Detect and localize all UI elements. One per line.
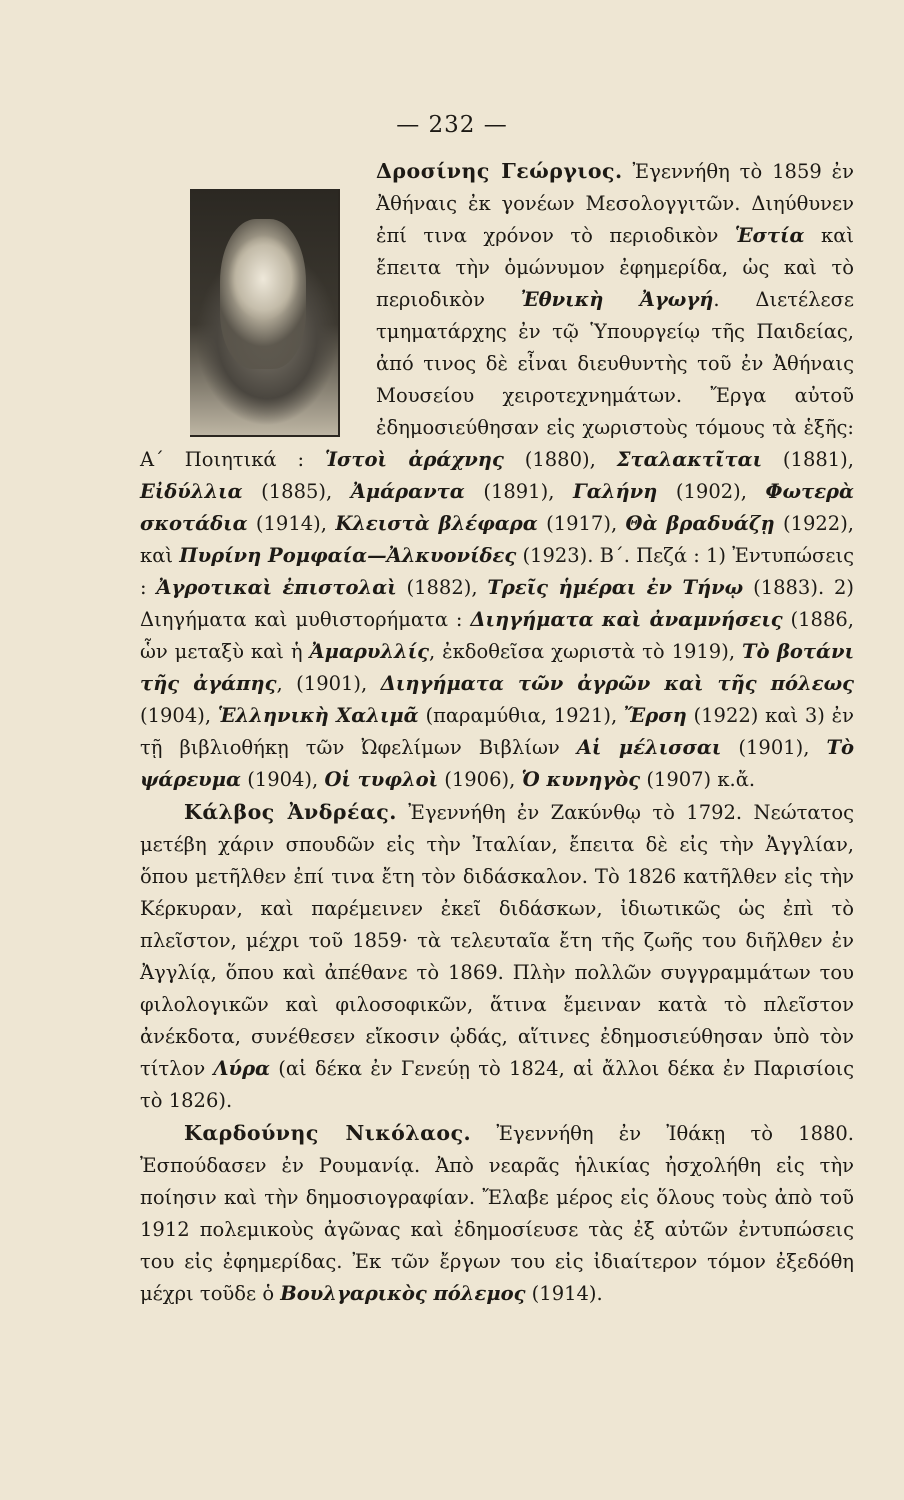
page-number: — 232 — — [396, 112, 508, 138]
entry-text: , (1901), — [276, 672, 381, 695]
work-title: Ἑλληνικὴ Χαλιμᾶ — [217, 704, 419, 727]
work-title: Ἑστία — [734, 224, 805, 247]
work-title: Τὸ βοτάνι τῆς ἀγάπης — [140, 640, 855, 695]
entry-text: (1881), — [762, 448, 854, 471]
work-title: Ἀγροτικαὶ ἐπιστολαὶ — [156, 576, 397, 599]
entry-text: . Διετέλεσε τμηματάρχης ἐν τῷ Ὑπουργείῳ τῆς Παιδείας, ἀπό τινος δὲ εἶναι διευθυντὴς τοῦ ἐν Ἀθήναις Μουσείου χειροτεχνημάτων. Ἔργα αὐτοῦ ἐδημοσιεύθησαν εἰς χωριστοὺς τόμους τὰ ἑξῆς: Α΄ Ποιητικά : — [140, 288, 854, 471]
entry-text: (1917), — [537, 512, 626, 535]
entry-name: Κάλβος Ἀνδρέας. — [184, 800, 397, 824]
work-title: Ἀμάραντα — [350, 480, 465, 503]
work-title: Λύρα — [213, 1057, 271, 1080]
entry-paragraph — [140, 796, 854, 1117]
entry-text: (1880), — [503, 448, 617, 471]
entry-text: (1904), — [140, 704, 218, 727]
entry-text: (1922), καὶ — [140, 512, 855, 567]
work-title: Ἱστοὶ ἀράχνης — [324, 448, 504, 471]
entry-text: (1907) κ.ἄ. — [640, 768, 756, 791]
entry-text: (1901), — [721, 736, 827, 759]
work-title: Κλειστὰ βλέφαρα — [335, 512, 538, 535]
entry-text: καὶ ἔπειτα τὴν ὁμώνυμον ἐφημερίδα, ὡς καὶ τὸ περιοδικὸν — [376, 224, 855, 311]
work-title: Αἱ μέλισσαι — [576, 736, 722, 759]
work-title: Πυρίνη Ρομφαία—Ἀλκυονίδες — [179, 544, 517, 567]
work-title: Σταλακτῖται — [616, 448, 763, 471]
work-title: Ἀμαρυλλίς — [309, 640, 429, 663]
entry-text: (1886, ὧν μεταξὺ καὶ ἡ — [140, 608, 854, 663]
work-title: Διηγήματα τῶν ἀγρῶν καὶ τῆς πόλεως — [380, 672, 855, 695]
entry-text: (1891), — [464, 480, 573, 503]
work-title: Τρεῖς ἡμέραι ἐν Τήνῳ — [487, 576, 744, 599]
page-body — [140, 155, 854, 1310]
work-title: Βουλγαρικὸς πόλεμος — [280, 1282, 526, 1305]
entry-text: (παραμύθια, 1921), — [418, 704, 624, 727]
work-title: Εἰδύλλια — [140, 480, 243, 503]
entry-name: Δροσίνης Γεώργιος. — [376, 159, 623, 183]
work-title: Θὰ βραδυάζῃ — [625, 512, 775, 535]
work-title: Ἔρση — [623, 704, 687, 727]
author-portrait — [190, 189, 340, 437]
entry-text: (1883). 2) Διηγήματα καὶ μυθιστορήματα : — [140, 576, 855, 631]
entry-text: (1906), — [438, 768, 522, 791]
work-title: Διηγήματα καὶ ἀναμνήσεις — [470, 608, 783, 631]
entry-paragraph — [140, 1117, 854, 1310]
work-title: Φωτερὰ σκοτάδια — [140, 480, 855, 535]
entry-text: (αἱ δέκα ἐν Γενεύῃ τὸ 1824, αἱ ἄλλοι δέκα ἐν Παρισίοις τὸ 1826). — [140, 1057, 855, 1112]
entry-text: (1914). — [525, 1282, 603, 1305]
work-title: Ὁ κυνηγὸς — [521, 768, 641, 791]
entry-text: (1923). Β΄. Πεζά : 1) Ἐντυπώσεις : — [140, 544, 855, 599]
work-title: Γαλήνη — [572, 480, 658, 503]
entry-text: (1914), — [247, 512, 336, 535]
entry-text: Ἐγεννήθη ἐν Ἰθάκῃ τὸ 1880. Ἐσπούδασεν ἐν Ρουμανίᾳ. Ἀπὸ νεαρᾶς ἡλικίας ἠσχολήθη εἰς τὴν ποίησιν καὶ τὴν δημοσιογραφίαν. Ἔλαβε μέρος εἰς ὅλους τοὺς ἀπὸ τοῦ 1912 πολεμικοὺς ἀγῶνας καὶ ἐδημοσίευσε τὰς ἐξ αὐτῶν ἐντυπώσεις του εἰς ἐφημερίδας. Ἐκ τῶν ἔργων του εἰς ἰδιαίτερον τόμον ἐξεδόθη μέχρι τοῦδε ὁ — [140, 1122, 854, 1305]
entry-text: Ἐγεννήθη τὸ 1859 ἐν Ἀθήναις ἐκ γονέων Μεσολογγιτῶν. Διηύθυνεν ἐπί τινα χρόνον τὸ περιοδικὸν — [376, 160, 854, 247]
entry-name: Καρδούνης Νικόλαος. — [184, 1121, 472, 1145]
entry-text: (1922) καὶ 3) ἐν τῇ βιβλιοθήκῃ τῶν Ὠφελίμων Βιβλίων — [140, 704, 854, 759]
entry-text: (1882), — [396, 576, 488, 599]
work-title: Τὸ ψάρευμα — [140, 736, 854, 791]
entry-text: (1885), — [242, 480, 351, 503]
entry-text: (1902), — [657, 480, 766, 503]
entry-text: , ἐκδοθεῖσα χωριστὰ τὸ 1919), — [429, 640, 742, 663]
entry-text: (1904), — [241, 768, 325, 791]
entry-text: Ἐγεννήθη ἐν Ζακύνθῳ τὸ 1792. Νεώτατος μετέβη χάριν σπουδῶν εἰς τὴν Ἰταλίαν, ἔπειτα δὲ εἰς τὴν Ἀγγλίαν, ὅπου μετῆλθεν ἐπί τινα ἔτη τὸν διδάσκαλον. Τὸ 1826 κατῆλθεν εἰς τὴν Κέρκυραν, καὶ παρέμεινεν ἐκεῖ διδάσκων, ἰδιωτικῶς ὡς ἐπὶ τὸ πλεῖστον, μέχρι τοῦ 1859· τὰ τελευταῖα ἔτη τῆς ζωῆς του διῆλθεν ἐν Ἀγγλίᾳ, ὅπου καὶ ἀπέθανε τὸ 1869. Πλὴν πολλῶν συγγραμμάτων του φιλολογικῶν καὶ φιλοσοφικῶν, ἅτινα ἔμειναν κατὰ τὸ πλεῖστον ἀνέκδοτα, συνέθεσεν εἴκοσιν ᾠδάς, αἵτινες ἐδημοσιεύθησαν ὑπὸ τὸν τίτλον — [140, 801, 854, 1080]
work-title: Ἐθνικὴ Ἀγωγή — [520, 288, 714, 311]
work-title: Οἱ τυφλοὶ — [324, 768, 439, 791]
